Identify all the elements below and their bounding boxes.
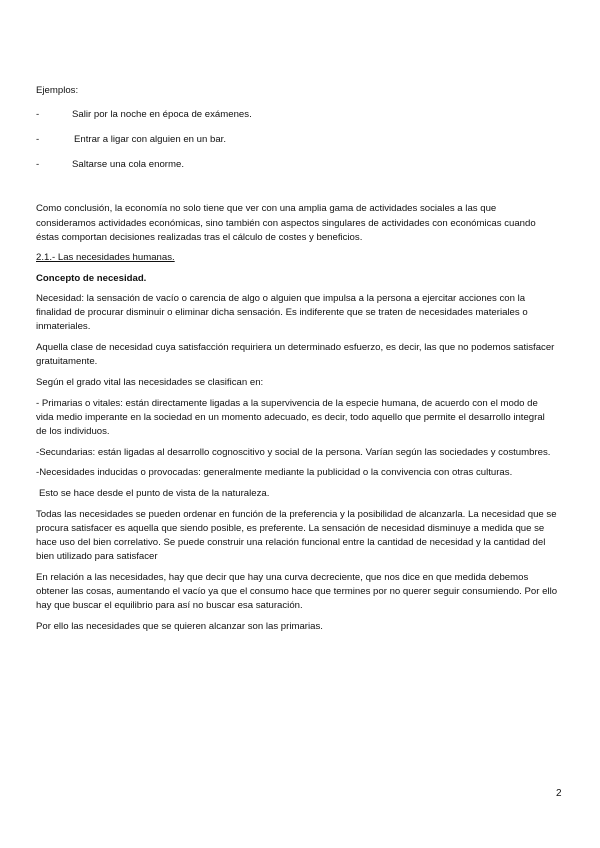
list-dash: - — [36, 158, 40, 170]
paragraph-primary-conclusion: Por ello las necesidades que se quieren alcanzar son las primarias. — [36, 621, 323, 633]
paragraph-nature: Esto se hace desde el punto de vista de la naturaleza. — [39, 488, 270, 500]
paragraph-secondary: -Secundarias: están ligadas al desarrollo cognoscitivo y social de la persona. Varían según las sociedades y costumbres. — [36, 446, 551, 458]
paragraph-classification: Según el grado vital las necesidades se clasifican en: — [36, 376, 264, 388]
subsection-title: Concepto de necesidad. — [36, 272, 147, 284]
paragraph-definition: Necesidad: la sensación de vacío o carencia de algo o alguien que impulsa a la persona a ejercitar acciones con la finalidad de procurar disminuir o eliminar dicha sensación. Es indiferente que se traten de necesidades materiales o inmateriales. — [36, 292, 528, 333]
page-content — [36, 84, 558, 641]
paragraph-primary: - Primarias o vitales: están directamente ligadas a la supervivencia de la especie humana, de acuerdo con el modo de vida medio imperante en la sociedad en un momento adecuado, es decir, todo aquello que permite el desarrollo integral de los individuos. — [36, 397, 545, 437]
list-item-text: Salir por la noche en época de exámenes. — [72, 109, 252, 121]
conclusion-paragraph: Como conclusión, la economía no solo tiene que ver con una amplia gama de actividades sociales a las que consideramos actividades económicas, sino también con aspectos singulares de actividades con económicas cuando éstas comportan decisiones realizadas tras el cálculo de costes y beneficios. — [36, 203, 536, 243]
list-dash: - — [36, 133, 40, 145]
list-item — [36, 133, 558, 147]
section-title: 2.1.- Las necesidades humanas. — [36, 252, 175, 264]
paragraph-effort: Aquella clase de necesidad cuya satisfacción requiriera un determinado esfuerzo, es decir, las que no podemos satisfacer gratuitamente. — [36, 341, 555, 368]
page-number: 2 — [556, 788, 562, 799]
list-item — [36, 108, 558, 122]
paragraph-induced: -Necesidades inducidas o provocadas: generalmente mediante la publicidad o la convivencia con otras culturas. — [36, 467, 513, 479]
list-dash: - — [36, 109, 40, 121]
list-item-text: Saltarse una cola enorme. — [72, 158, 184, 170]
paragraph-curve: En relación a las necesidades, hay que decir que hay una curva decreciente, que nos dice en que medida debemos obtener las cosas, aumentando el vacío ya que el consumo hace que termines por no querer seguir consumiendo. Por ello hay que buscar el equilibrio para así no buscar esa saturación. — [36, 572, 558, 612]
examples-label: Ejemplos: — [36, 85, 79, 96]
list-item — [36, 158, 558, 172]
paragraph-preference: Todas las necesidades se pueden ordenar en función de la preferencia y la posibilidad de alcanzarla. La necesidad que se procura satisfacer es aquella que siendo posible, es preferente. La sensación de necesidad disminuye a medida que se hace uso del bien correlativo. Se puede construir una relación funcional entre la cantidad de necesidad y la cantidad del bien utilizado para satisfacer — [36, 508, 557, 563]
list-item-text: Entrar a ligar con alguien en un bar. — [74, 133, 227, 145]
